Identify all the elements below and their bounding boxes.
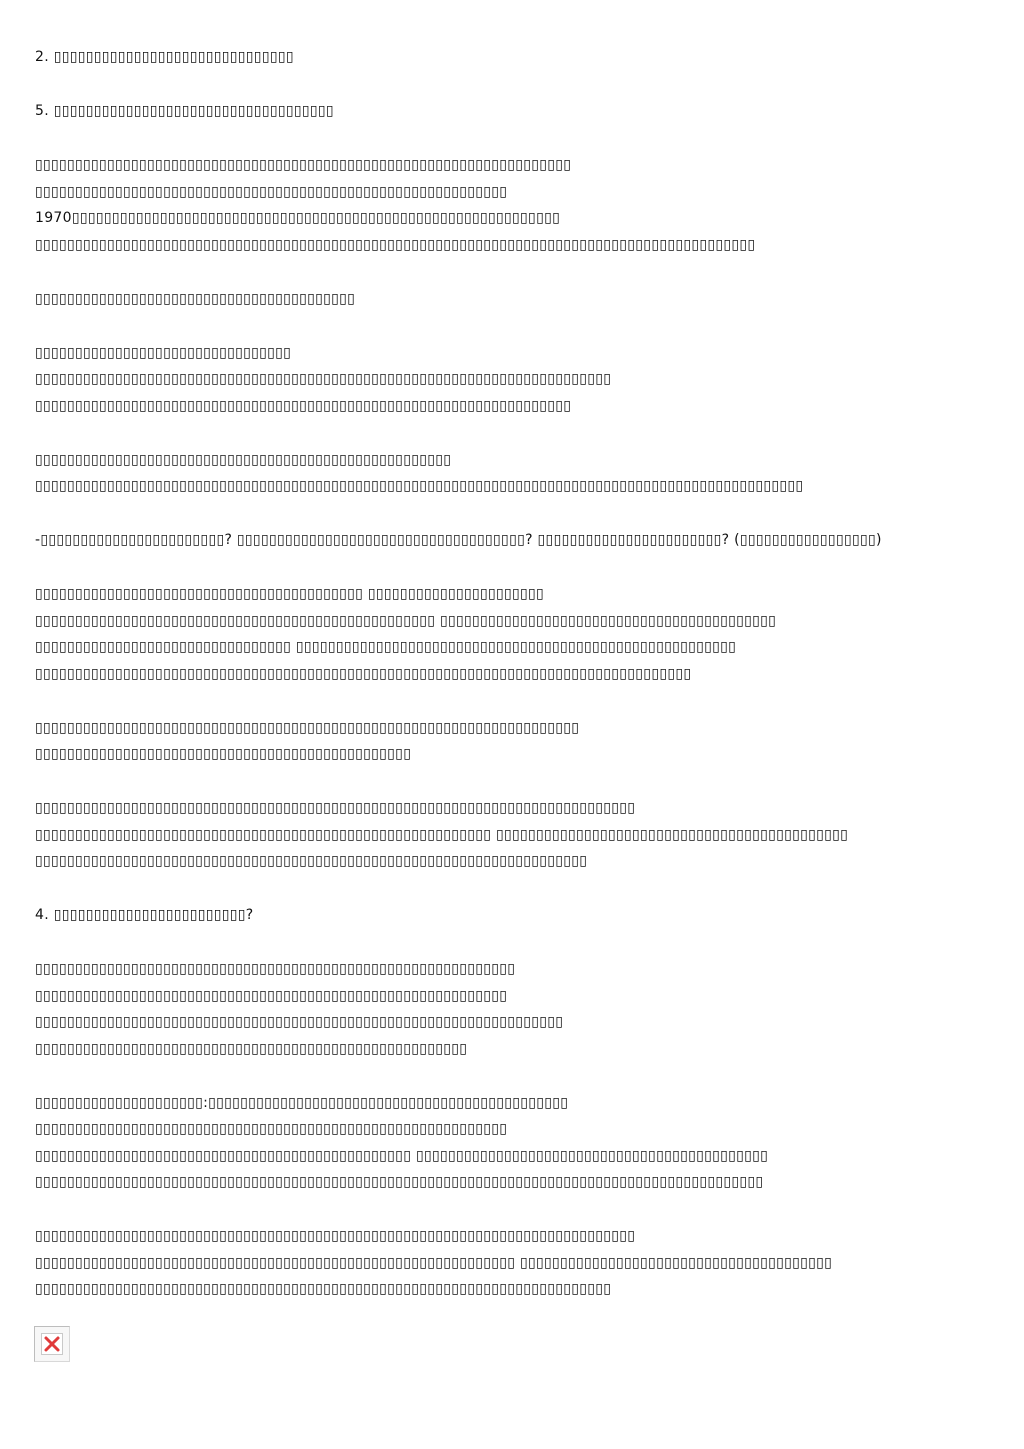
paragraph <box>35 1223 995 1303</box>
paragraph-gap <box>35 687 995 715</box>
text-line: ▯▯▯▯▯▯▯▯▯▯▯▯▯▯▯▯▯▯▯▯▯▯▯▯▯▯▯▯▯▯▯▯▯▯▯▯▯▯▯▯▯▯▯▯▯▯▯▯▯▯▯▯▯▯▯▯▯ ▯▯▯▯▯▯▯▯▯▯▯▯▯▯▯▯▯▯▯▯▯▯▯▯▯▯▯▯▯▯▯▯▯▯▯▯▯▯▯▯▯▯▯▯ <box>35 826 849 843</box>
text-line: 2. ▯▯▯▯▯▯▯▯▯▯▯▯▯▯▯▯▯▯▯▯▯▯▯▯▯▯▯▯▯▯ <box>35 49 294 65</box>
paragraph-gap <box>35 312 995 340</box>
paragraph-gap <box>35 929 995 957</box>
text-line: ▯▯▯▯▯▯▯▯▯▯▯▯▯▯▯▯▯▯▯▯▯▯▯▯▯▯▯▯▯▯▯▯▯▯▯▯▯▯▯▯▯▯▯▯▯▯▯▯▯▯ ▯▯▯▯▯▯▯▯▯▯▯▯▯▯▯▯▯▯▯▯▯▯▯▯▯▯▯▯▯▯▯▯▯▯▯▯▯▯▯▯▯▯ <box>35 612 777 629</box>
paragraph <box>35 527 995 554</box>
paragraph <box>35 581 995 687</box>
text-line: ▯▯▯▯▯▯▯▯▯▯▯▯▯▯▯▯▯▯▯▯▯▯▯▯▯▯▯▯▯▯▯▯▯▯▯▯▯▯▯▯▯▯▯▯▯▯▯▯▯▯▯▯▯▯▯▯▯▯▯▯▯▯▯▯▯▯▯ <box>35 397 572 414</box>
text-line: ▯▯▯▯▯▯▯▯▯▯▯▯▯▯▯▯▯▯▯▯▯▯▯▯▯▯▯▯▯▯▯▯▯▯▯▯▯▯▯▯▯▯▯▯▯▯▯ ▯▯▯▯▯▯▯▯▯▯▯▯▯▯▯▯▯▯▯▯▯▯▯▯▯▯▯▯▯▯▯▯▯▯▯▯▯▯▯▯▯▯▯▯ <box>35 1147 769 1164</box>
text-line: ▯▯▯▯▯▯▯▯▯▯▯▯▯▯▯▯▯▯▯▯▯▯▯▯▯▯▯▯▯▯▯▯▯▯▯▯▯▯▯▯▯▯▯▯▯▯▯▯▯▯▯▯▯▯▯▯▯▯▯▯▯▯▯▯▯▯▯▯▯▯▯▯▯▯▯▯▯▯▯▯▯▯▯▯▯▯▯▯▯▯▯ <box>35 1174 764 1190</box>
text-line: ▯▯▯▯▯▯▯▯▯▯▯▯▯▯▯▯▯▯▯▯▯▯▯▯▯▯▯▯▯▯▯▯▯▯▯▯▯▯▯▯▯▯▯▯▯▯▯▯▯▯▯▯▯▯▯▯▯▯▯▯▯▯▯▯▯▯▯▯▯ <box>35 853 588 869</box>
paragraph-gap <box>35 258 995 286</box>
paragraph <box>35 152 995 258</box>
paragraph-gap <box>35 125 995 153</box>
broken-image-frame <box>41 1333 63 1355</box>
text-line: ▯▯▯▯▯▯▯▯▯▯▯▯▯▯▯▯▯▯▯▯▯▯▯▯▯▯▯▯▯▯▯▯▯▯▯▯▯▯▯▯▯▯▯▯▯▯▯▯▯▯▯▯▯▯▯▯▯▯▯▯▯▯▯▯▯▯▯▯▯▯▯▯▯▯▯▯▯▯▯▯▯▯ <box>35 665 692 682</box>
text-line: ▯▯▯▯▯▯▯▯▯▯▯▯▯▯▯▯▯▯▯▯▯▯▯▯▯▯▯▯▯▯▯▯▯▯▯▯▯▯▯▯▯▯▯▯▯▯▯▯▯▯▯▯▯▯ <box>35 1040 468 1057</box>
paragraph-gap <box>35 768 995 796</box>
paragraph-gap <box>35 554 995 582</box>
paragraph <box>35 447 995 500</box>
text-line: -▯▯▯▯▯▯▯▯▯▯▯▯▯▯▯▯▯▯▯▯▯▯▯? ▯▯▯▯▯▯▯▯▯▯▯▯▯▯▯▯▯▯▯▯▯▯▯▯▯▯▯▯▯▯▯▯▯▯▯▯? ▯▯▯▯▯▯▯▯▯▯▯▯▯▯▯▯▯▯▯▯▯▯▯? (▯▯▯▯▯▯▯▯▯▯▯▯▯▯▯▯▯) <box>35 532 882 548</box>
document-body <box>35 44 995 1303</box>
paragraph <box>35 902 995 929</box>
paragraph-gap <box>35 1196 995 1224</box>
text-line: ▯▯▯▯▯▯▯▯▯▯▯▯▯▯▯▯▯▯▯▯▯▯▯▯▯▯▯▯▯▯▯▯▯▯▯▯▯▯▯▯▯▯▯▯▯▯▯▯▯▯▯▯▯▯▯▯▯▯▯▯▯▯▯▯▯▯▯▯▯▯▯▯▯▯▯▯▯▯▯▯▯▯▯▯▯▯▯▯▯▯▯▯▯▯▯▯ <box>35 478 804 494</box>
paragraph <box>35 715 995 768</box>
text-line: 4. ▯▯▯▯▯▯▯▯▯▯▯▯▯▯▯▯▯▯▯▯▯▯▯▯? <box>35 907 254 923</box>
text-line: ▯▯▯▯▯▯▯▯▯▯▯▯▯▯▯▯▯▯▯▯▯▯▯▯▯▯▯▯▯▯▯▯▯▯▯▯▯▯▯▯▯▯▯▯▯▯▯▯▯▯▯▯▯▯▯▯▯▯▯▯▯▯▯▯▯▯▯▯▯▯▯▯▯▯▯ <box>35 800 636 816</box>
paragraph-gap <box>35 419 995 447</box>
paragraph <box>35 795 995 875</box>
text-line: ▯▯▯▯▯▯▯▯▯▯▯▯▯▯▯▯▯▯▯▯▯▯▯▯▯▯▯▯▯▯▯▯▯▯▯▯▯▯▯▯▯▯▯▯▯▯▯▯▯▯▯▯▯▯▯▯▯▯▯▯ ▯▯▯▯▯▯▯▯▯▯▯▯▯▯▯▯▯▯▯▯▯▯▯▯▯▯▯▯▯▯▯▯▯▯▯▯▯▯▯ <box>35 1254 833 1271</box>
paragraph <box>35 1090 995 1196</box>
text-line: ▯▯▯▯▯▯▯▯▯▯▯▯▯▯▯▯▯▯▯▯▯▯▯▯▯▯▯▯▯▯▯▯▯▯▯▯▯▯▯▯▯ ▯▯▯▯▯▯▯▯▯▯▯▯▯▯▯▯▯▯▯▯▯▯ <box>35 586 545 602</box>
text-line: ▯▯▯▯▯▯▯▯▯▯▯▯▯▯▯▯▯▯▯▯▯▯▯▯▯▯▯▯▯▯▯▯▯▯▯▯▯▯▯▯▯▯▯▯▯▯▯▯▯▯▯▯▯▯▯▯▯▯▯ <box>35 183 508 200</box>
text-line: ▯▯▯▯▯▯▯▯▯▯▯▯▯▯▯▯▯▯▯▯▯▯▯▯▯▯▯▯▯▯▯▯▯▯▯▯▯▯▯▯ <box>35 290 356 307</box>
paragraph <box>35 286 995 313</box>
paragraph <box>35 98 995 125</box>
text-line: ▯▯▯▯▯▯▯▯▯▯▯▯▯▯▯▯▯▯▯▯▯▯▯▯▯▯▯▯▯▯▯▯▯▯▯▯▯▯▯▯▯▯▯▯▯▯▯▯▯▯▯▯▯▯▯▯▯▯▯ <box>35 987 508 1004</box>
text-line: ▯▯▯▯▯▯▯▯▯▯▯▯▯▯▯▯▯▯▯▯▯▯▯▯▯▯▯▯▯▯▯▯▯▯▯▯▯▯▯▯▯▯▯▯▯▯▯▯▯▯▯▯▯▯▯▯▯▯▯▯▯▯▯▯▯▯▯▯▯▯▯▯▯▯▯▯▯▯▯▯▯▯▯▯▯▯▯▯▯▯ <box>35 236 756 253</box>
text-line: ▯▯▯▯▯▯▯▯▯▯▯▯▯▯▯▯▯▯▯▯▯▯▯▯▯▯▯▯▯▯▯▯▯▯▯▯▯▯▯▯▯▯▯▯▯▯▯▯▯▯▯▯▯▯▯▯▯▯▯▯▯▯▯▯▯▯▯▯▯▯▯▯▯▯▯ <box>35 1228 636 1244</box>
paragraph-gap <box>35 1062 995 1090</box>
text-line: 1970▯▯▯▯▯▯▯▯▯▯▯▯▯▯▯▯▯▯▯▯▯▯▯▯▯▯▯▯▯▯▯▯▯▯▯▯▯▯▯▯▯▯▯▯▯▯▯▯▯▯▯▯▯▯▯▯▯▯▯▯▯ <box>35 210 561 226</box>
text-line: ▯▯▯▯▯▯▯▯▯▯▯▯▯▯▯▯▯▯▯▯▯:▯▯▯▯▯▯▯▯▯▯▯▯▯▯▯▯▯▯▯▯▯▯▯▯▯▯▯▯▯▯▯▯▯▯▯▯▯▯▯▯▯▯▯▯▯ <box>35 1094 569 1111</box>
text-line: ▯▯▯▯▯▯▯▯▯▯▯▯▯▯▯▯▯▯▯▯▯▯▯▯▯▯▯▯▯▯▯▯▯▯▯▯▯▯▯▯▯▯▯▯▯▯▯▯▯▯▯▯▯▯▯▯▯▯▯▯ <box>35 961 516 977</box>
paragraph-gap <box>35 71 995 99</box>
text-line: ▯▯▯▯▯▯▯▯▯▯▯▯▯▯▯▯▯▯▯▯▯▯▯▯▯▯▯▯▯▯▯▯▯▯▯▯▯▯▯▯▯▯▯▯▯▯▯▯▯▯▯▯ <box>35 451 452 468</box>
paragraph <box>35 44 995 71</box>
text-line: ▯▯▯▯▯▯▯▯▯▯▯▯▯▯▯▯▯▯▯▯▯▯▯▯▯▯▯▯▯▯▯▯▯▯▯▯▯▯▯▯▯▯▯▯▯▯▯▯▯▯▯▯▯▯▯▯▯▯▯▯▯▯▯▯▯▯▯▯ <box>35 719 580 736</box>
paragraph <box>35 340 995 420</box>
text-line: ▯▯▯▯▯▯▯▯▯▯▯▯▯▯▯▯▯▯▯▯▯▯▯▯▯▯▯▯▯▯▯▯▯▯▯▯▯▯▯▯▯▯▯▯▯▯▯▯▯▯▯▯▯▯▯▯▯▯▯▯▯▯▯▯▯▯▯▯▯▯▯▯ <box>35 1281 612 1297</box>
text-line: ▯▯▯▯▯▯▯▯▯▯▯▯▯▯▯▯▯▯▯▯▯▯▯▯▯▯▯▯▯▯▯▯ <box>35 344 292 361</box>
text-line: ▯▯▯▯▯▯▯▯▯▯▯▯▯▯▯▯▯▯▯▯▯▯▯▯▯▯▯▯▯▯▯▯▯▯▯▯▯▯▯▯▯▯▯▯▯▯▯▯▯▯▯▯▯▯▯▯▯▯▯ <box>35 1121 508 1137</box>
paragraph <box>35 956 995 1062</box>
paragraph-gap <box>35 875 995 903</box>
red-x-icon <box>42 1334 62 1354</box>
text-line: ▯▯▯▯▯▯▯▯▯▯▯▯▯▯▯▯▯▯▯▯▯▯▯▯▯▯▯▯▯▯▯▯▯▯▯▯▯▯▯▯▯▯▯▯▯▯▯▯▯▯▯▯▯▯▯▯▯▯▯▯▯▯▯▯▯▯▯ <box>35 157 572 173</box>
text-line: ▯▯▯▯▯▯▯▯▯▯▯▯▯▯▯▯▯▯▯▯▯▯▯▯▯▯▯▯▯▯▯▯ ▯▯▯▯▯▯▯▯▯▯▯▯▯▯▯▯▯▯▯▯▯▯▯▯▯▯▯▯▯▯▯▯▯▯▯▯▯▯▯▯▯▯▯▯▯▯▯▯▯▯▯▯▯▯▯ <box>35 639 737 655</box>
text-line: ▯▯▯▯▯▯▯▯▯▯▯▯▯▯▯▯▯▯▯▯▯▯▯▯▯▯▯▯▯▯▯▯▯▯▯▯▯▯▯▯▯▯▯▯▯▯▯▯▯▯▯▯▯▯▯▯▯▯▯▯▯▯▯▯▯▯▯▯▯▯▯▯ <box>35 371 612 387</box>
paragraph-gap <box>35 500 995 528</box>
broken-image-icon <box>34 1326 70 1362</box>
text-line: ▯▯▯▯▯▯▯▯▯▯▯▯▯▯▯▯▯▯▯▯▯▯▯▯▯▯▯▯▯▯▯▯▯▯▯▯▯▯▯▯▯▯▯▯▯▯▯ <box>35 746 412 762</box>
text-line: ▯▯▯▯▯▯▯▯▯▯▯▯▯▯▯▯▯▯▯▯▯▯▯▯▯▯▯▯▯▯▯▯▯▯▯▯▯▯▯▯▯▯▯▯▯▯▯▯▯▯▯▯▯▯▯▯▯▯▯▯▯▯▯▯▯▯ <box>35 1014 564 1030</box>
text-line: 5. ▯▯▯▯▯▯▯▯▯▯▯▯▯▯▯▯▯▯▯▯▯▯▯▯▯▯▯▯▯▯▯▯▯▯▯ <box>35 103 334 119</box>
